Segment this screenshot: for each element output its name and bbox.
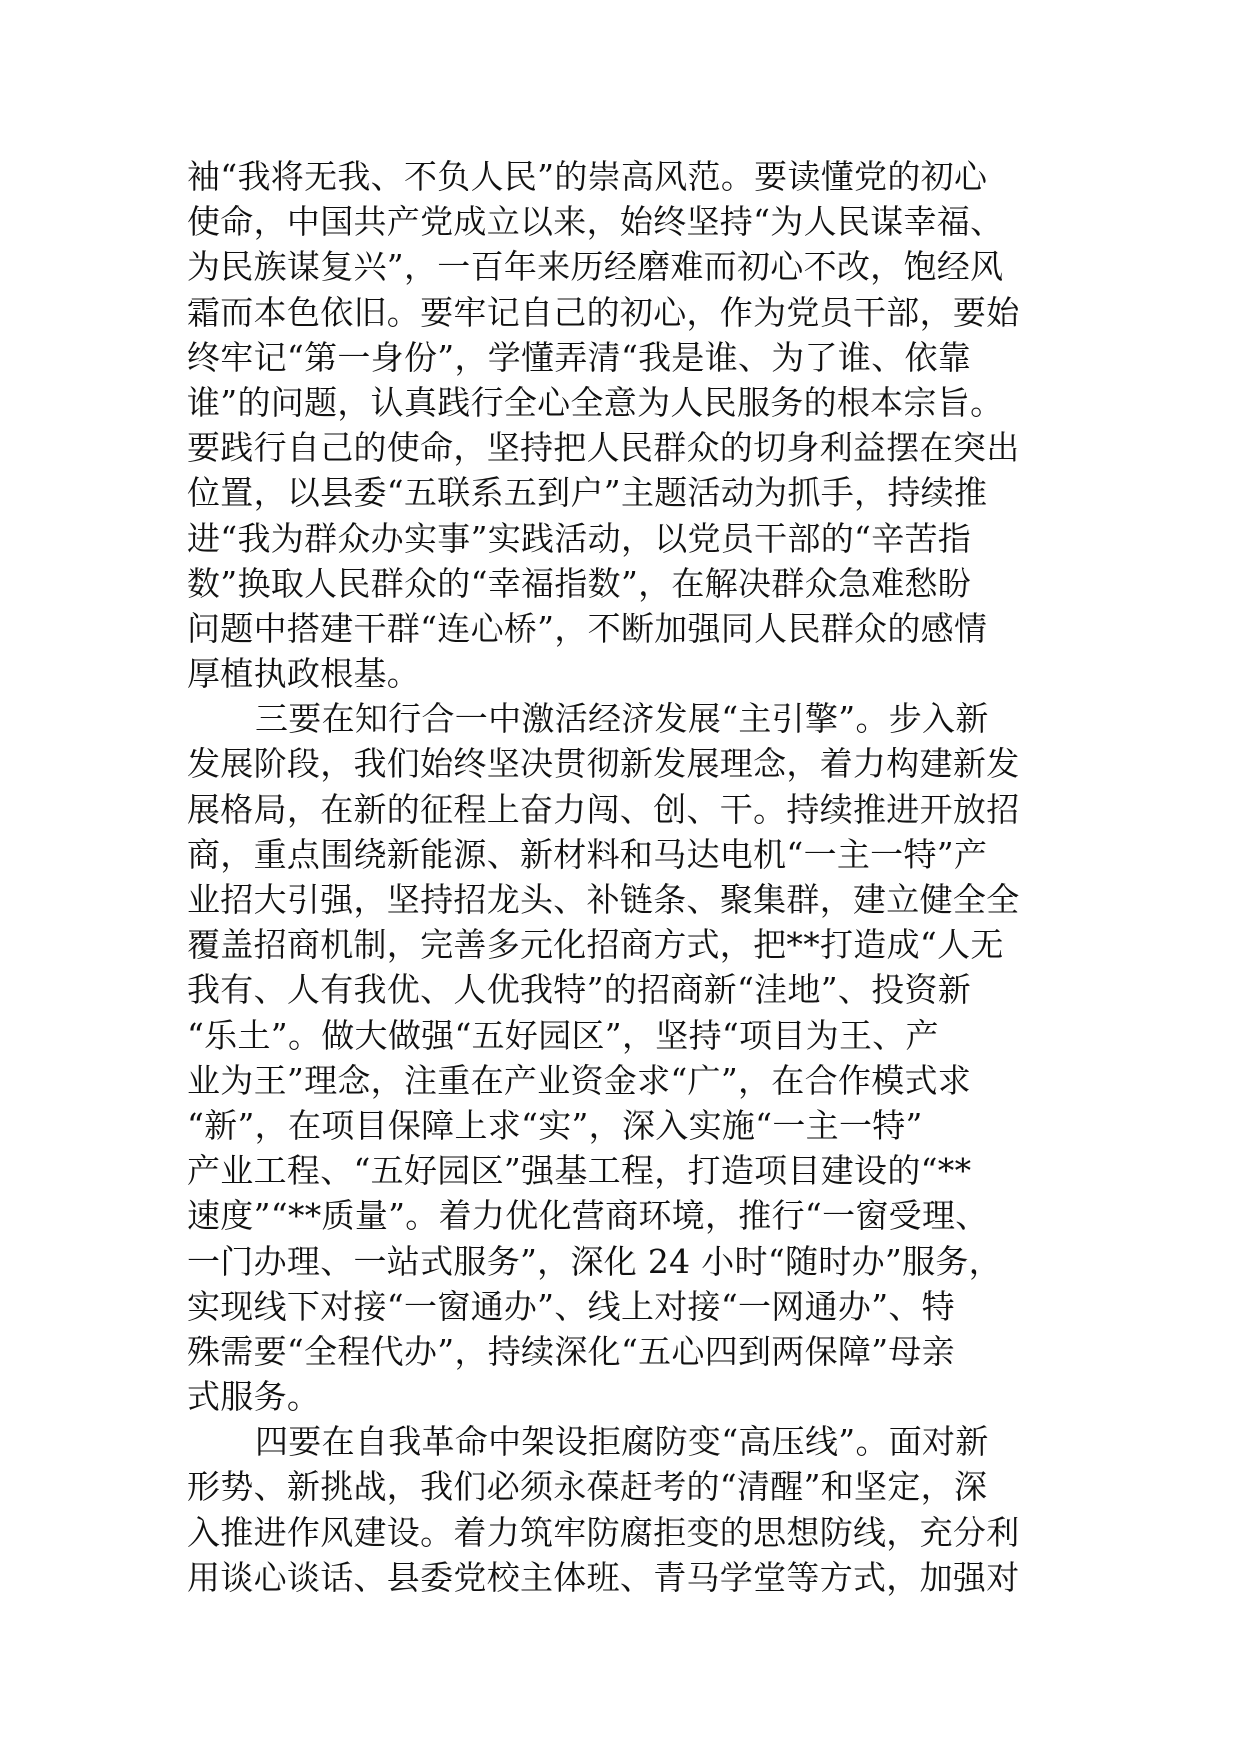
text-line: 数”换取人民群众的“幸福指数”，在解决群众急难愁盼 [187, 563, 972, 603]
text-line: 使命，中国共产党成立以来，始终坚持“为人民谋幸福、 [187, 202, 1004, 242]
text-line: 我有、人有我优、人优我特”的招商新“洼地”、投资新 [187, 970, 972, 1010]
text-line: 速度”“**质量”。着力优化营商环境，推行“一窗受理、 [187, 1196, 989, 1236]
text-line: 问题中搭建干群“连心桥”，不断加强同人民群众的感情 [187, 608, 988, 648]
body-text [187, 154, 1067, 1600]
text-line: 用谈心谈话、县委党校主体班、青马学堂等方式，加强对 [187, 1557, 1020, 1597]
text-line: 袖“我将无我、不负人民”的崇高风范。要读懂党的初心 [187, 157, 988, 196]
text-line: 产业工程、“五好园区”强基工程，打造项目建设的“** [187, 1151, 972, 1191]
text-line: “乐土”。做大做强“五好园区”，坚持“项目为王、产 [187, 1015, 939, 1055]
text-line: 入推进作风建设。着力筑牢防腐拒变的思想防线，充分利 [187, 1512, 1020, 1552]
text-line: “新”，在项目保障上求“实”，深入实施“一主一特” [187, 1105, 923, 1145]
text-line: 业为王”理念，注重在产业资金求“广”，在合作模式求 [187, 1060, 972, 1100]
text-line: 形势、新挑战，我们必须永葆赶考的“清醒”和坚定，深 [187, 1467, 988, 1507]
text-line: 位置，以县委“五联系五到户”主题活动为抓手，持续推 [187, 473, 988, 513]
text-line: 为民族谋复兴”，一百年来历经磨难而初心不改，饱经风 [187, 247, 1004, 287]
paragraph-start-line: 三要在知行合一中激活经济发展“主引擎”。步入新 [255, 699, 989, 739]
text-line: 业招大引强，坚持招龙头、补链条、聚集群，建立健全全 [187, 880, 1020, 919]
text-line: 展格局，在新的征程上奋力闯、创、干。持续推进开放招 [187, 789, 1020, 829]
text-line: 厚植执政根基。 [187, 654, 421, 694]
text-line: 进“我为群众办实事”实践活动，以党员干部的“辛苦指 [187, 518, 972, 558]
text-line: 覆盖招商机制，完善多元化招商方式，把**打造成“人无 [187, 925, 1004, 965]
text-line: 谁”的问题，认真践行全心全意为人民服务的根本宗旨。 [187, 382, 1004, 422]
paragraph-start-line: 四要在自我革命中架设拒腐防变“高压线”。面对新 [255, 1422, 989, 1462]
text-line: 要践行自己的使命，坚持把人民群众的切身利益摆在突出 [187, 428, 1020, 468]
text-line: 发展阶段，我们始终坚决贯彻新发展理念，着力构建新发 [187, 744, 1020, 784]
text-line: 一门办理、一站式服务”，深化 24 小时“随时办”服务， [187, 1241, 1002, 1281]
text-line: 式服务。 [187, 1377, 321, 1417]
text-line: 霜而本色依旧。要牢记自己的初心，作为党员干部，要始 [187, 292, 1020, 332]
text-line: 实现线下对接“一窗通办”、线上对接“一网通办”、特 [187, 1286, 955, 1326]
text-line: 商，重点围绕新能源、新材料和马达电机“一主一特”产 [187, 834, 988, 874]
text-line: 终牢记“第一身份”，学懂弄清“我是谁、为了谁、依靠 [187, 337, 972, 377]
text-line: 殊需要“全程代办”，持续深化“五心四到两保障”母亲 [187, 1331, 955, 1371]
